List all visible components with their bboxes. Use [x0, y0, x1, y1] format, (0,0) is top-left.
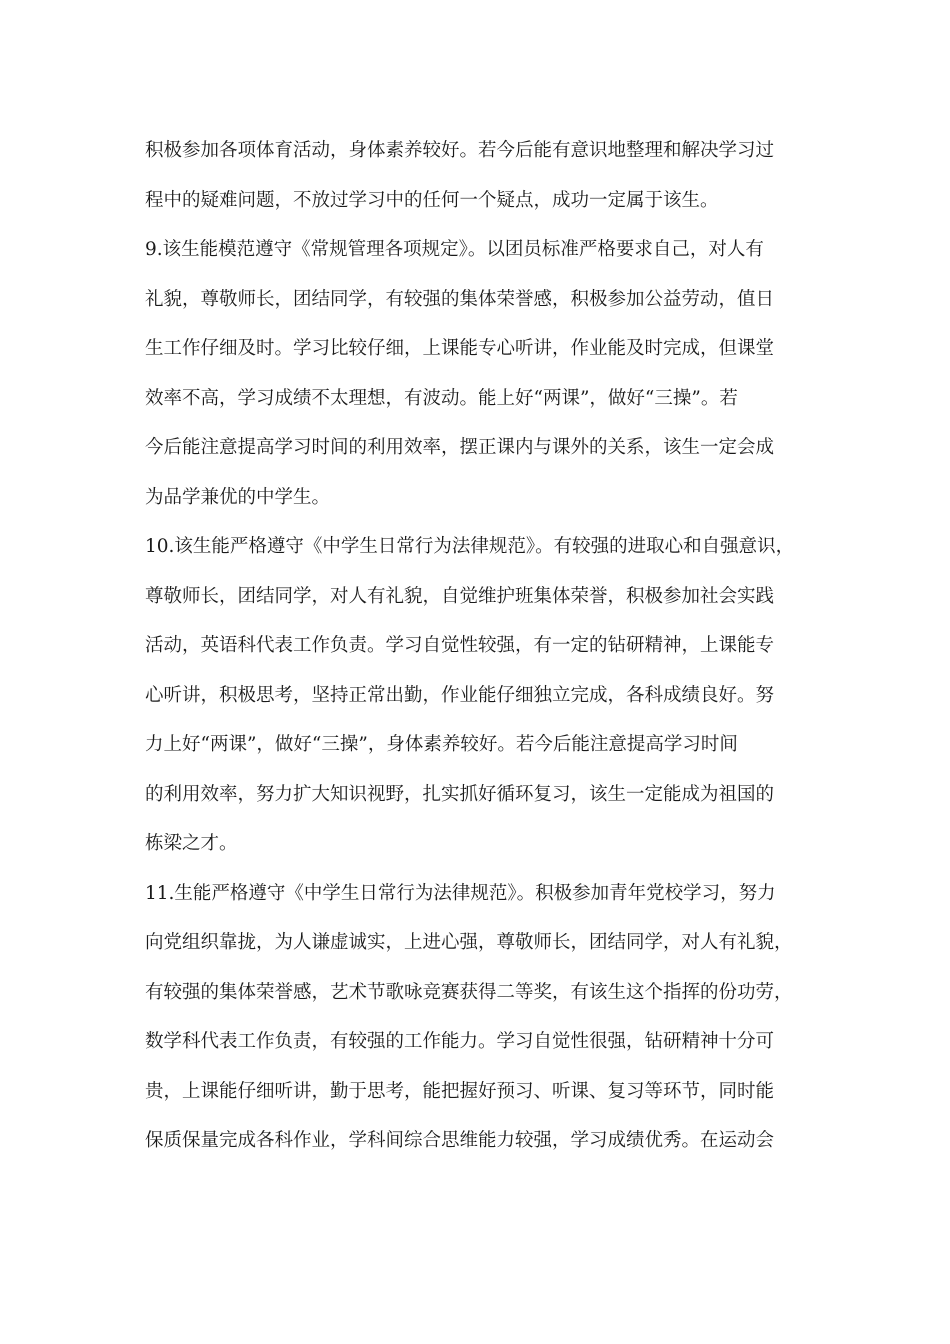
- text-line: 今后能注意提高学习时间的利用效率，摆正课内与课外的关系，该生一定会成: [145, 437, 775, 458]
- text-line: 生工作仔细及时。学习比较仔细，上课能专心听讲，作业能及时完成，但课堂: [145, 338, 775, 359]
- text-line: 10.该生能严格遵守《中学生日常行为法律规范》。有较强的进取心和自强意识，: [145, 536, 795, 557]
- text-line: 有较强的集体荣誉感，艺术节歌咏竞赛获得二等奖，有该生这个指挥的份功劳，: [145, 981, 793, 1003]
- text-line: 11.生能严格遵守《中学生日常行为法律规范》。积极参加青年党校学习，努力: [145, 882, 776, 904]
- text-line: 积极参加各项体育活动，身体素养较好。若今后能有意识地整理和解决学习过: [145, 140, 775, 161]
- text-line: 保质保量完成各科作业，学科间综合思维能力较强，学习成绩优秀。在运动会: [145, 1130, 775, 1151]
- text-line: 数学科代表工作负责，有较强的工作能力。学习自觉性很强，钻研精神十分可: [145, 1031, 775, 1052]
- text-line: 贵，上课能仔细听讲，勤于思考，能把握好预习、听课、复习等环节，同时能: [145, 1080, 775, 1102]
- text-line: 的利用效率，努力扩大知识视野，扎实抓好循环复习，该生一定能成为祖国的: [145, 783, 775, 805]
- text-line: 为品学兼优的中学生。: [145, 486, 331, 508]
- text-line: 程中的疑难问题，不放过学习中的任何一个疑点，成功一定属于该生。: [145, 189, 719, 211]
- text-line: 尊敬师长，团结同学，对人有礼貌，自觉维护班集体荣誉，积极参加社会实践: [145, 585, 775, 607]
- text-line: 9.该生能模范遵守《常规管理各项规定》。以团员标准严格要求自己，对人有: [145, 239, 764, 260]
- document-body: [145, 131, 815, 1171]
- text-line: 礼貌，尊敬师长，团结同学，有较强的集体荣誉感，积极参加公益劳动，值日: [145, 288, 775, 310]
- text-line: 活动，英语科代表工作负责。学习自觉性较强，有一定的钻研精神，上课能专: [145, 635, 775, 656]
- text-line: 向党组织靠拢，为人谦虚诚实，上进心强，尊敬师长，团结同学，对人有礼貌，: [145, 932, 793, 953]
- text-line: 栋梁之才。: [145, 833, 238, 854]
- text-line: 心听讲，积极思考，坚持正常出勤，作业能仔细独立完成，各科成绩良好。努: [145, 684, 775, 706]
- text-line: 效率不高，学习成绩不太理想，有波动。能上好“两课”，做好“三操”。若: [145, 387, 738, 409]
- text-line: 力上好“两课”，做好“三操”，身体素养较好。若今后能注意提高学习时间: [145, 734, 738, 755]
